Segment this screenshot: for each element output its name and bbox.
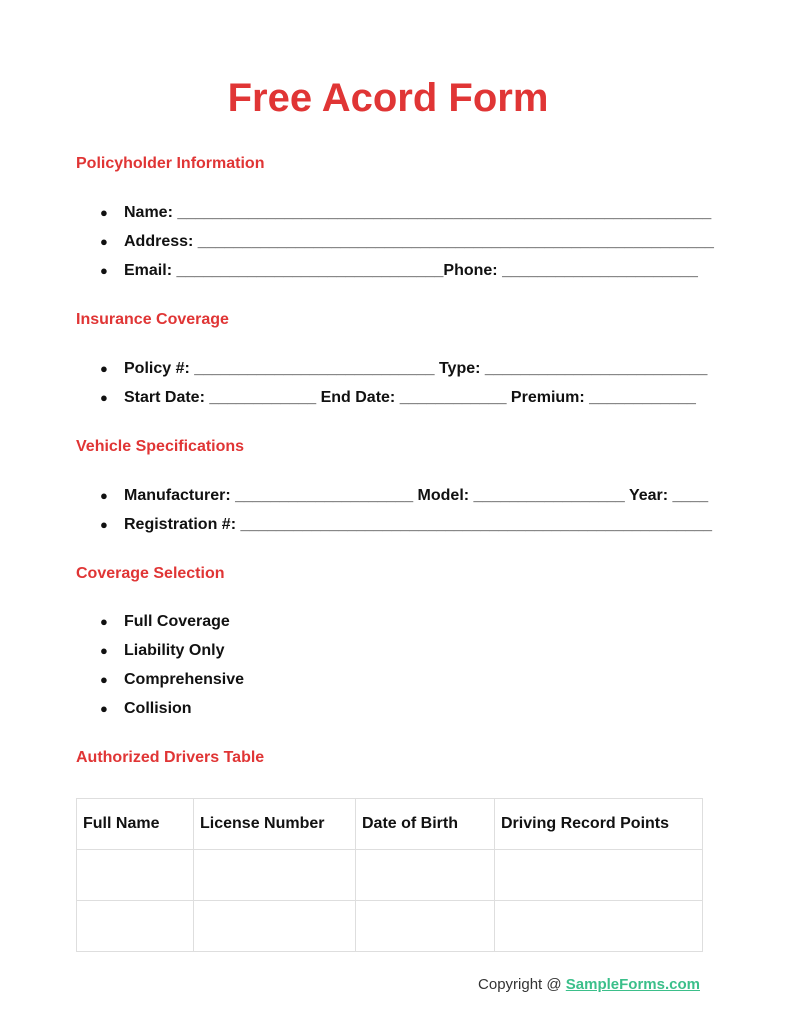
bullet-icon: ● <box>100 263 108 278</box>
column-header-date-of-birth: Date of Birth <box>356 799 495 850</box>
table-cell[interactable] <box>194 901 356 952</box>
option-label: Full Coverage <box>124 613 230 630</box>
bullet-icon: ● <box>100 361 108 376</box>
option-label: Comprehensive <box>124 671 245 688</box>
column-header-driving-record-points: Driving Record Points <box>495 799 703 850</box>
column-header-full-name: Full Name <box>77 799 194 850</box>
table-header-row <box>77 799 703 850</box>
section-heading-insurance: Insurance Coverage <box>76 311 229 328</box>
bullet-icon: ● <box>100 672 108 687</box>
table-cell[interactable] <box>495 901 703 952</box>
dates-premium-field[interactable]: Start Date: ____________ End Date: ____________ Premium: ____________ <box>124 389 696 406</box>
footer-copyright <box>478 975 700 995</box>
name-field[interactable]: Name: ____________________________________________________________ <box>124 204 712 221</box>
drivers-table <box>76 798 703 952</box>
bullet-icon: ● <box>100 643 108 658</box>
policy-type-field[interactable]: Policy #: ___________________________ Type: _________________________ <box>124 360 708 377</box>
bullet-icon: ● <box>100 390 108 405</box>
section-heading-policyholder: Policyholder Information <box>76 155 265 172</box>
field-row-policy-type[interactable] <box>100 359 707 379</box>
field-row-name[interactable] <box>100 203 711 223</box>
field-row-manufacturer[interactable] <box>100 486 708 506</box>
address-field[interactable]: Address: __________________________________________________________ <box>124 233 714 250</box>
email-phone-field[interactable]: Email: ______________________________Phone: ______________________ <box>124 262 698 279</box>
option-label: Collision <box>124 700 192 717</box>
table-cell[interactable] <box>77 850 194 901</box>
brand-link[interactable]: SampleForms.com <box>565 976 700 993</box>
table-cell[interactable] <box>194 850 356 901</box>
field-row-email-phone[interactable] <box>100 261 698 281</box>
column-header-license-number: License Number <box>194 799 356 850</box>
table-row <box>77 850 703 901</box>
list-item-comprehensive[interactable] <box>100 670 244 690</box>
bullet-icon: ● <box>100 701 108 716</box>
field-row-dates-premium[interactable] <box>100 388 696 408</box>
bullet-icon: ● <box>100 234 108 249</box>
registration-field[interactable]: Registration #: _____________________________________________________ <box>124 516 713 533</box>
section-heading-coverage-selection: Coverage Selection <box>76 565 225 582</box>
bullet-icon: ● <box>100 614 108 629</box>
list-item-collision[interactable] <box>100 699 192 719</box>
copyright-text: Copyright @ <box>478 976 566 993</box>
bullet-icon: ● <box>100 205 108 220</box>
table-cell[interactable] <box>356 901 495 952</box>
section-heading-drivers: Authorized Drivers Table <box>76 749 265 766</box>
list-item-full-coverage[interactable] <box>100 612 230 632</box>
table-cell[interactable] <box>77 901 194 952</box>
list-item-liability-only[interactable] <box>100 641 224 661</box>
form-title: Free Acord Form <box>227 76 549 120</box>
section-heading-vehicle: Vehicle Specifications <box>76 438 245 455</box>
option-label: Liability Only <box>124 642 225 659</box>
table-row <box>77 901 703 952</box>
bullet-icon: ● <box>100 517 108 532</box>
field-row-registration[interactable] <box>100 515 712 535</box>
manufacturer-model-year-field[interactable]: Manufacturer: ____________________ Model: _________________ Year: ____ <box>124 487 709 504</box>
table-cell[interactable] <box>356 850 495 901</box>
bullet-icon: ● <box>100 488 108 503</box>
table-cell[interactable] <box>495 850 703 901</box>
field-row-address[interactable] <box>100 232 714 252</box>
